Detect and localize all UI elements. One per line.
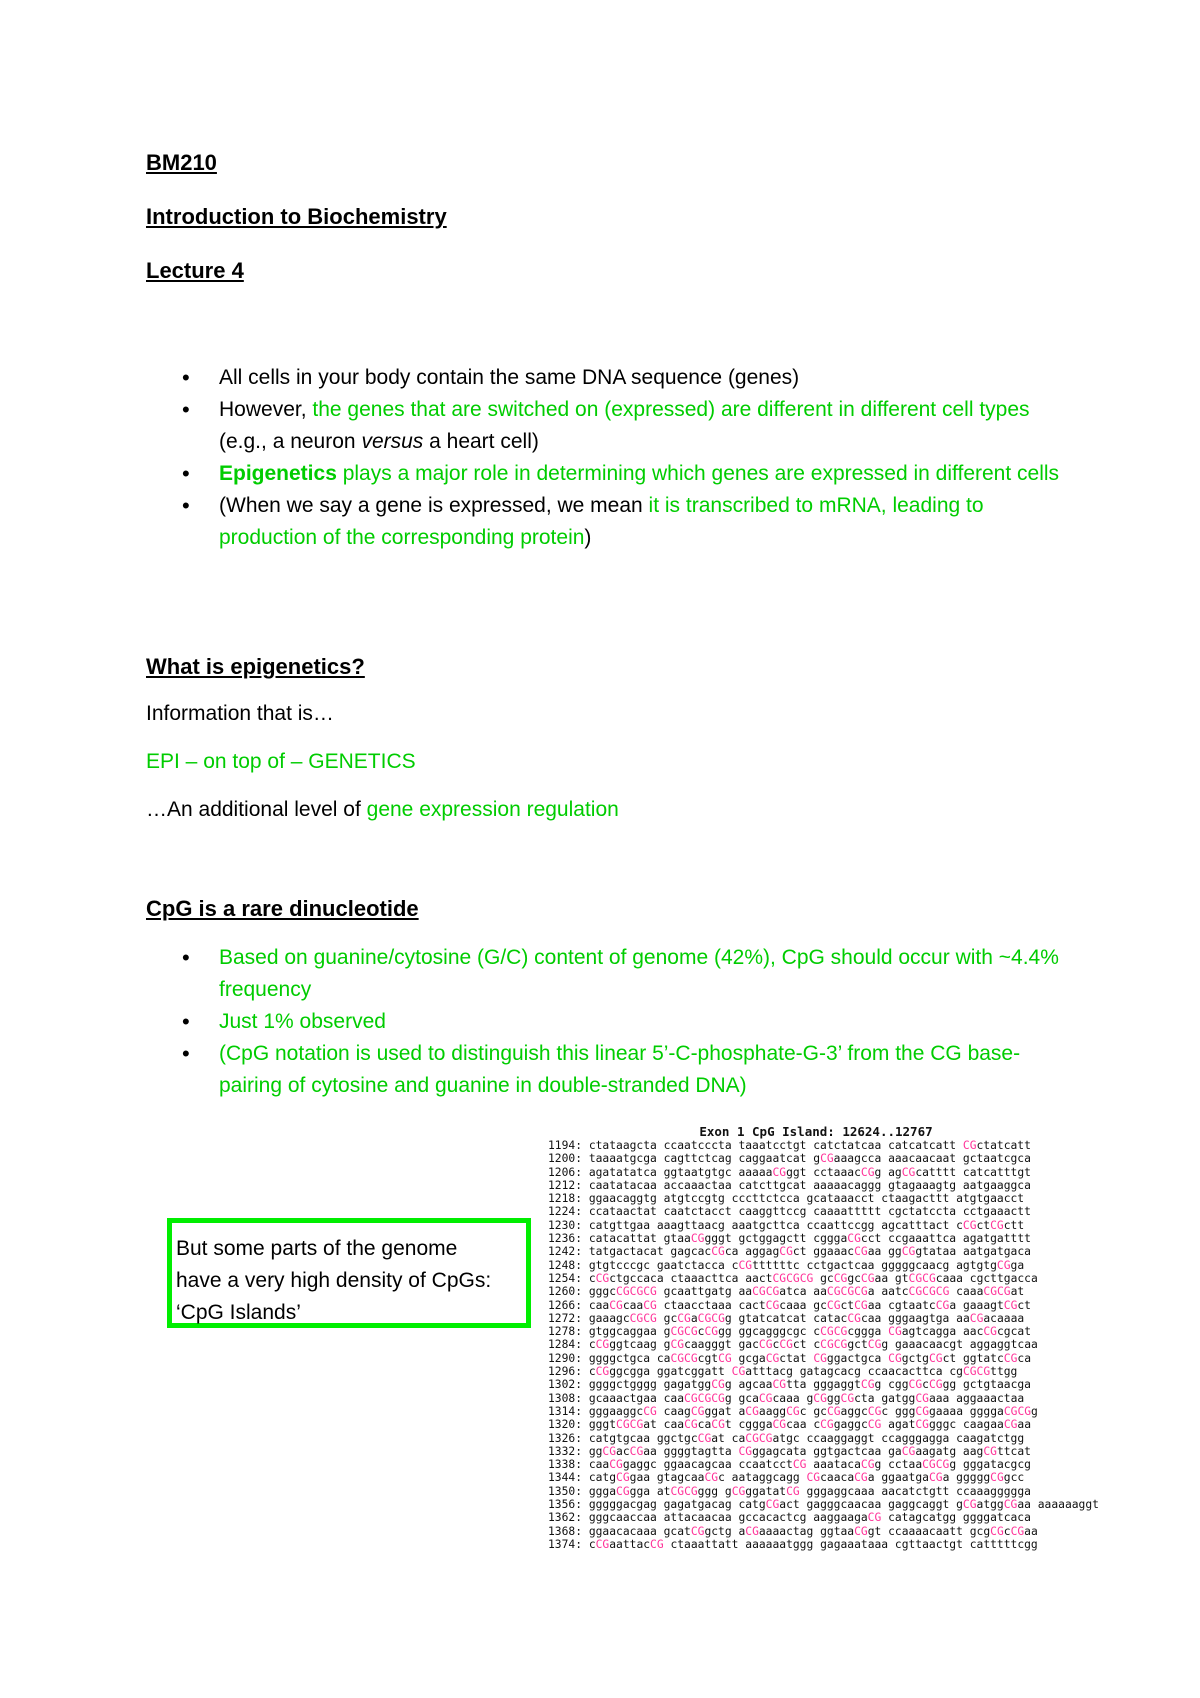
cpg-island-sequence-image: [536, 1124, 1099, 1554]
bullet-item: [146, 1038, 1066, 1102]
sequence-position: 1200:: [547, 1152, 582, 1166]
sequence-position: 1374:: [547, 1537, 582, 1551]
sequence-position: 1368:: [547, 1524, 582, 1538]
sequence-position: 1278:: [547, 1325, 582, 1339]
regulation-prefix: …An additional level of: [146, 798, 367, 821]
sequence-position: 1320:: [547, 1418, 582, 1432]
sequence-bases: ctataagcta ccaatcccta taaatcctgt catctatcaa catcatcatt CGctatcatt: [588, 1139, 1031, 1152]
sequence-bases: ggaacaggtg atgtccgtg cccttctcca gcataaacct ctaagacttt atgtgaacct: [588, 1192, 1025, 1206]
sequence-row: [536, 1152, 1056, 1165]
sequence-bases: catacattat gtaaCGgggt gctggagctt cgggaCGcct ccgaaattca agatgatttt: [588, 1232, 1031, 1246]
sequence-row: [536, 1179, 1056, 1192]
sequence-bases: caaCGcaaCG ctaacctaaa cactCGcaaa gcCGctCGaa cgtaatcCGa gaaagtCGct: [588, 1298, 1031, 1312]
bullet-text: (When we say a gene is expressed, we mean: [219, 494, 649, 517]
sequence-position: 1248:: [547, 1258, 582, 1272]
bullet-text: it is transcribed to mRNA, leading to production of the corresponding protein: [219, 494, 984, 549]
sequence-position: 1284:: [547, 1338, 582, 1352]
sequence-row: [536, 1365, 1056, 1378]
sequence-bases: ggCGacCGaa ggggtagtta CGggagcata ggtgactcaa gaCGaagatg aagCGttcat: [588, 1444, 1031, 1458]
sequence-row: [536, 1272, 1056, 1285]
sequence-position: 1212:: [547, 1178, 582, 1192]
sequence-position: 1296:: [547, 1365, 582, 1379]
sequence-row: [536, 1378, 1056, 1391]
sequence-row: [536, 1418, 1056, 1431]
sequence-rows: [536, 1139, 1099, 1551]
sequence-position: 1314:: [547, 1404, 582, 1418]
sequence-position: 1332:: [547, 1444, 582, 1458]
sequence-position: 1206:: [547, 1165, 582, 1179]
sequence-position: 1236:: [547, 1232, 582, 1246]
callout-line-3: ‘CpG Islands’: [176, 1301, 301, 1324]
sequence-row: [536, 1219, 1056, 1232]
sequence-position: 1338:: [547, 1458, 582, 1472]
sequence-row: [536, 1166, 1056, 1179]
sequence-row: [536, 1139, 1056, 1152]
bullet-item: [146, 394, 1066, 458]
sequence-bases: catgtgcaa ggctgcCGat caCGCGatgc ccaaggaggt ccagggagga caagatctgg: [588, 1431, 1025, 1445]
bullet-text: All cells in your body contain the same DNA sequence (genes): [219, 366, 800, 389]
cpg-heading: CpG is a rare dinucleotide: [146, 896, 419, 921]
bullet-text: Based on guanine/cytosine (G/C) content of genome (42%), CpG should occur with ~4.4% frequency: [219, 946, 1059, 1001]
sequence-row: [536, 1192, 1056, 1205]
sequence-row: [536, 1538, 1056, 1551]
bullet-text: ): [584, 526, 592, 549]
bullet-text: (CpG notation is used to distinguish this linear 5’-C-phosphate-G-3’ from the CG base-pairing of cytosine and guanine in double-stranded DNA): [219, 1042, 1021, 1097]
bullet-text: a heart cell): [423, 430, 539, 453]
sequence-bases: agatatatca ggtaatgtgc aaaaaCGggt cctaaacCGg agCGcatttt catcatttgt: [588, 1165, 1031, 1179]
sequence-row: [536, 1392, 1056, 1405]
sequence-bases: taaaatgcga cagttctcag caggaatcat gCGaaagcca aaacaacaat gctaatcgca: [588, 1152, 1031, 1166]
sequence-row: [536, 1445, 1056, 1458]
sequence-row: [536, 1285, 1056, 1298]
cpg-islands-callout: [167, 1218, 531, 1328]
sequence-position: 1350:: [547, 1484, 582, 1498]
intro-bullet-list: [146, 362, 1066, 554]
sequence-row: [536, 1338, 1056, 1351]
bullet-item: [146, 362, 1066, 394]
sequence-row: [536, 1299, 1056, 1312]
sequence-row: [536, 1352, 1056, 1365]
bullet-text: plays a major role in determining which genes are expressed in different cells: [336, 462, 1060, 485]
sequence-position: 1308:: [547, 1391, 582, 1405]
sequence-position: 1302:: [547, 1378, 582, 1392]
sequence-row: [536, 1312, 1056, 1325]
sequence-position: 1290:: [547, 1351, 582, 1365]
sequence-bases: gggggacgag gagatgacag catgCGact gagggcaacaa gaggcaggt gCGatggCGaa aaaaaaggt: [588, 1498, 1099, 1512]
sequence-row: [536, 1205, 1056, 1218]
sequence-row: [536, 1485, 1056, 1498]
sequence-row: [536, 1325, 1056, 1338]
sequence-row: [536, 1525, 1056, 1538]
sequence-row: [536, 1245, 1056, 1258]
bullet-text: Epigenetics: [219, 462, 337, 485]
sequence-bases: gggcCGCGCG gcaattgatg aaCGCGatca aaCGCGCGa aatcCGCGCG caaaCGCGat: [588, 1285, 1025, 1299]
sequence-position: 1218:: [547, 1192, 582, 1206]
callout-line-1: But some parts of the genome: [176, 1237, 458, 1260]
sequence-position: 1356:: [547, 1498, 582, 1512]
sequence-row: [536, 1232, 1056, 1245]
bullet-item: [146, 1006, 1066, 1038]
bullet-item: [146, 942, 1066, 1006]
sequence-position: 1254:: [547, 1271, 582, 1285]
course-title: Introduction to Biochemistry: [146, 204, 447, 229]
sequence-bases: gggtCGCGat caaCGcaCGt cgggaCGcaa cCGgaggcCG agatCGgggc caagaaCGaa: [588, 1418, 1032, 1432]
epi-genetics-line: EPI – on top of – GENETICS: [146, 750, 416, 773]
epigenetics-heading: What is epigenetics?: [146, 654, 365, 679]
regulation-green: gene expression regulation: [366, 798, 619, 821]
sequence-bases: ggggctgca caCGCGcgtCG gcgaCGctat CGggactgca CGgctgCGct ggtatcCGca: [588, 1351, 1032, 1365]
sequence-bases: gtggcaggaa gCGCGcCGgg ggcagggcgc cCGCGcggga CGagtcagga aacCGcgcat: [588, 1325, 1031, 1339]
cpg-bullet-list: [146, 942, 1066, 1102]
sequence-bases: catgCGgaa gtagcaaCGc aataggcagg CGcaacaCGa ggaatgaCGa gggggCGgcc: [588, 1471, 1025, 1485]
sequence-position: 1194:: [547, 1139, 582, 1152]
bullet-text: Just 1% observed: [219, 1010, 386, 1033]
bullet-text: (e.g., a neuron: [219, 430, 362, 453]
sequence-position: 1230:: [547, 1218, 582, 1232]
regulation-line: [146, 798, 619, 822]
sequence-position: 1224:: [547, 1205, 582, 1219]
sequence-bases: gggaCGgga atCGCGggg gCGggatatCG gggaggcaaa aacatctgtt ccaaaggggga: [588, 1484, 1031, 1498]
sequence-bases: gtgtcccgc gaatctacca cCGttttttc cctgactcaa gggggcaacg agtgtgCGga: [588, 1258, 1025, 1272]
sequence-bases: ggaacacaaa gcatCGgctg aCGaaaactag ggtaaCGgt ccaaaacaatt gcgCGcCGaa: [588, 1524, 1038, 1538]
sequence-bases: catgttgaa aaagttaacg aaatgcttca ccaattccgg agcatttact cCGctCGctt: [588, 1218, 1025, 1232]
sequence-position: 1260:: [547, 1285, 582, 1299]
sequence-bases: caatatacaa accaaactaa catcttgcat aaaaacaggg gtagaaagtg aatgaaggca: [588, 1178, 1031, 1192]
sequence-position: 1272:: [547, 1311, 582, 1325]
sequence-row: [536, 1471, 1056, 1484]
bullet-item: [146, 458, 1066, 490]
sequence-bases: ccataactat caatctacct caaggttccg caaaattttt cgctatccta cctgaaactt: [588, 1205, 1031, 1219]
sequence-bases: tatgactacat gagcacCGca aggagCGct ggaaacCGaa ggCGgtataa aatgatgaca: [588, 1245, 1031, 1259]
sequence-bases: ggggctgggg gagatggCGg agcaaCGtta gggaggtCGg cggCGcCGgg gctgtaacga: [588, 1378, 1031, 1392]
sequence-position: 1362:: [547, 1511, 582, 1525]
sequence-row: [536, 1259, 1056, 1272]
sequence-bases: cCGctgccaca ctaaacttca aactCGCGCG gcCGgcCGaa gtCGCGcaaa cgcttgacca: [588, 1271, 1038, 1285]
sequence-title: Exon 1 CpG Island: 12624..12767: [699, 1124, 933, 1139]
bullet-item: [146, 490, 1066, 554]
sequence-bases: cCGggcgga ggatcggatt CGatttacg gatagcacg ccaacacttca cgCGCGttgg: [588, 1365, 1018, 1379]
lecture-label: Lecture 4: [146, 258, 244, 283]
sequence-bases: cCGaattacCG ctaaattatt aaaaaatggg gagaaataaa cgttaactgt catttttcgg: [588, 1537, 1038, 1551]
sequence-row: [536, 1498, 1099, 1512]
sequence-position: 1242:: [547, 1245, 582, 1259]
sequence-bases: gggcaaccaa attacaacaa gccacactcg aaggaagaCG catagcatgg ggggatcaca: [588, 1511, 1031, 1525]
info-line: Information that is…: [146, 702, 334, 725]
sequence-row: [536, 1458, 1056, 1471]
callout-line-2: have a very high density of CpGs:: [176, 1269, 492, 1292]
bullet-text: versus: [361, 430, 424, 453]
bullet-text: the genes that are switched on (expressed) are different in different cell types: [312, 398, 1030, 421]
sequence-bases: gcaaactgaa caaCGCGCGg gcaCGcaaa gCGggCGcta gatggCGaaa aggaaactaa: [588, 1391, 1025, 1405]
sequence-position: 1326:: [547, 1431, 582, 1445]
sequence-bases: gaaagcCGCG gcCGaCGCGg gtatcatcat catacCGcaa gggaagtga aaCGacaaaa: [588, 1311, 1025, 1325]
sequence-row: [536, 1511, 1056, 1524]
sequence-position: 1344:: [547, 1471, 582, 1485]
sequence-position: 1266:: [547, 1298, 582, 1312]
sequence-bases: caaCGgaggc ggaacagcaa ccaatcctCG aaatacaCGg cctaaCGCGg gggatacgcg: [588, 1458, 1031, 1472]
sequence-row: [536, 1405, 1056, 1418]
course-code: BM210: [146, 150, 217, 175]
sequence-bases: gggaaggcCG caagCGggat aCGaaggCGc gcCGaggcCGc gggCGgaaaa ggggaCGCGg: [588, 1404, 1038, 1418]
sequence-row: [536, 1432, 1056, 1445]
sequence-bases: cCGggtcaag gCGcaagggt gacCGcCGct cCGCGgctCGg gaaacaacgt aggaggtcaa: [588, 1338, 1038, 1352]
bullet-text: However,: [219, 398, 313, 421]
